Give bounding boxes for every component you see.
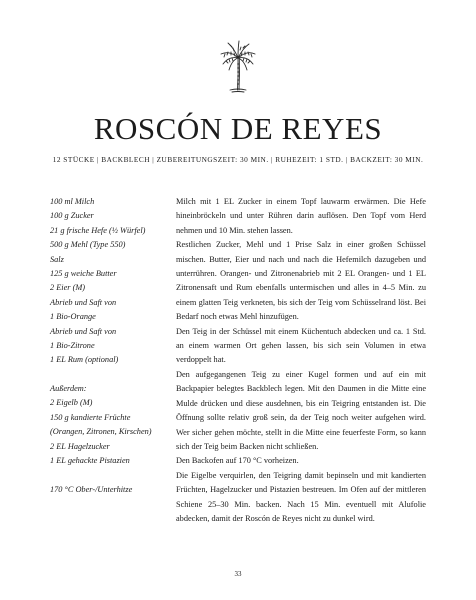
- ingredient-item: Salz: [50, 254, 64, 264]
- ingredient-item: 500 g Mehl (Type 550): [50, 240, 126, 250]
- palm-tree-icon: [218, 40, 258, 96]
- instruction-step: Den aufgegangenen Teig zu einer Kugel formen und auf ein mit Backpapier belegtes Backblech legen. Mit den Daumen in die Mitte eine Mulde drücken und diese ausdehnen, bis ein Teigring entstanden ist. Die Öffnung sollte relativ groß sein, da der Teig noch weiter aufgehen wird. Wer sicher gehen möchte, stellt in die Mitte eine feuerfeste Form, so kann sich der Teig beim Backen nicht schließen.: [176, 369, 426, 451]
- ingredient-item: 1 Bio-Zitrone: [50, 340, 95, 350]
- ingredient-item: Abrieb und Saft von: [50, 297, 117, 307]
- ingredient-item: 100 g Zucker: [50, 211, 94, 221]
- instruction-step: Die Eigelbe verquirlen, den Teigring damit bepinseln und mit kandierten Früchten, Hagelzucker und Pistazien bestreuen. Im Ofen auf der mittleren Schiene 25–30 Min. backen. Nach 15 Min. eventuell mit Alufolie abdecken, damit der Roscón de Reyes nicht zu dunkel wird.: [176, 470, 426, 523]
- page-number: 33: [234, 570, 242, 578]
- ingredient-item: (Orangen, Zitronen, Kirschen): [50, 427, 152, 437]
- instruction-step: Restlichen Zucker, Mehl und 1 Prise Salz in einer großen Schüssel mischen. Butter, Eier und nach und nach die Hefemilch dazugeben und unterrühren. Orangen- und Zitronenabrieb mit 2 EL Orangen- und 1 EL Zitronensaft und Rum ebenfalls untermischen und alles in 4–5 Min. zu einem glatten Teig verkneten, bis sich der Teig vom Schüsselrand löst. Bei Bedarf noch etwas Mehl hinzufügen.: [176, 240, 426, 322]
- ingredient-item: 2 Eigelb (M): [50, 398, 93, 408]
- ingredient-item: 100 ml Milch: [50, 197, 95, 206]
- ingredient-item: 1 Bio-Orange: [50, 312, 96, 322]
- ingredient-spacer: [50, 368, 190, 382]
- instruction-step: Den Teig in der Schüssel mit einem Küchentuch abdecken und ca. 1 Std. an einem warmen Ort gehen lassen, bis sich sein Volumen in etwa verdoppelt hat.: [176, 326, 426, 365]
- recipe-title: ROSCÓN DE REYES: [93, 111, 383, 146]
- ingredient-item: 150 g kandierte Früchte: [50, 412, 131, 422]
- instructions: [176, 195, 426, 526]
- ingredient-item: 2 Eier (M): [50, 283, 86, 293]
- ingredient-spacer: [50, 468, 190, 482]
- ingredient-item: 2 EL Hagelzucker: [50, 441, 110, 451]
- recipe-meta-line: 12 STÜCKE | BACKBLECH | ZUBEREITUNGSZEIT: 30 MIN. | RUHEZEIT: 1 STD. | BACKZEIT: 30 MIN.: [52, 155, 424, 164]
- oven-setting: 170 °C Ober-/Unterhitze: [50, 484, 133, 494]
- ingredient-item: 125 g weiche Butter: [50, 268, 117, 278]
- ingredient-section-heading: Außerdem:: [50, 384, 87, 394]
- instruction-step: Milch mit 1 EL Zucker in einem Topf lauwarm erwärmen. Die Hefe hineinbröckeln und unter Rühren darin auflösen. Den Topf vom Herd nehmen und 10 Min. stehen lassen.: [176, 197, 426, 235]
- ingredient-item: 1 EL Rum (optional): [50, 355, 119, 365]
- ingredient-item: 21 g frische Hefe (½ Würfel): [50, 225, 146, 235]
- ingredients-list: [50, 195, 190, 497]
- ingredient-item: Abrieb und Saft von: [50, 326, 117, 336]
- ingredient-item: 1 EL gehackte Pistazien: [50, 456, 130, 466]
- instruction-step: Den Backofen auf 170 °C vorheizen.: [176, 456, 299, 466]
